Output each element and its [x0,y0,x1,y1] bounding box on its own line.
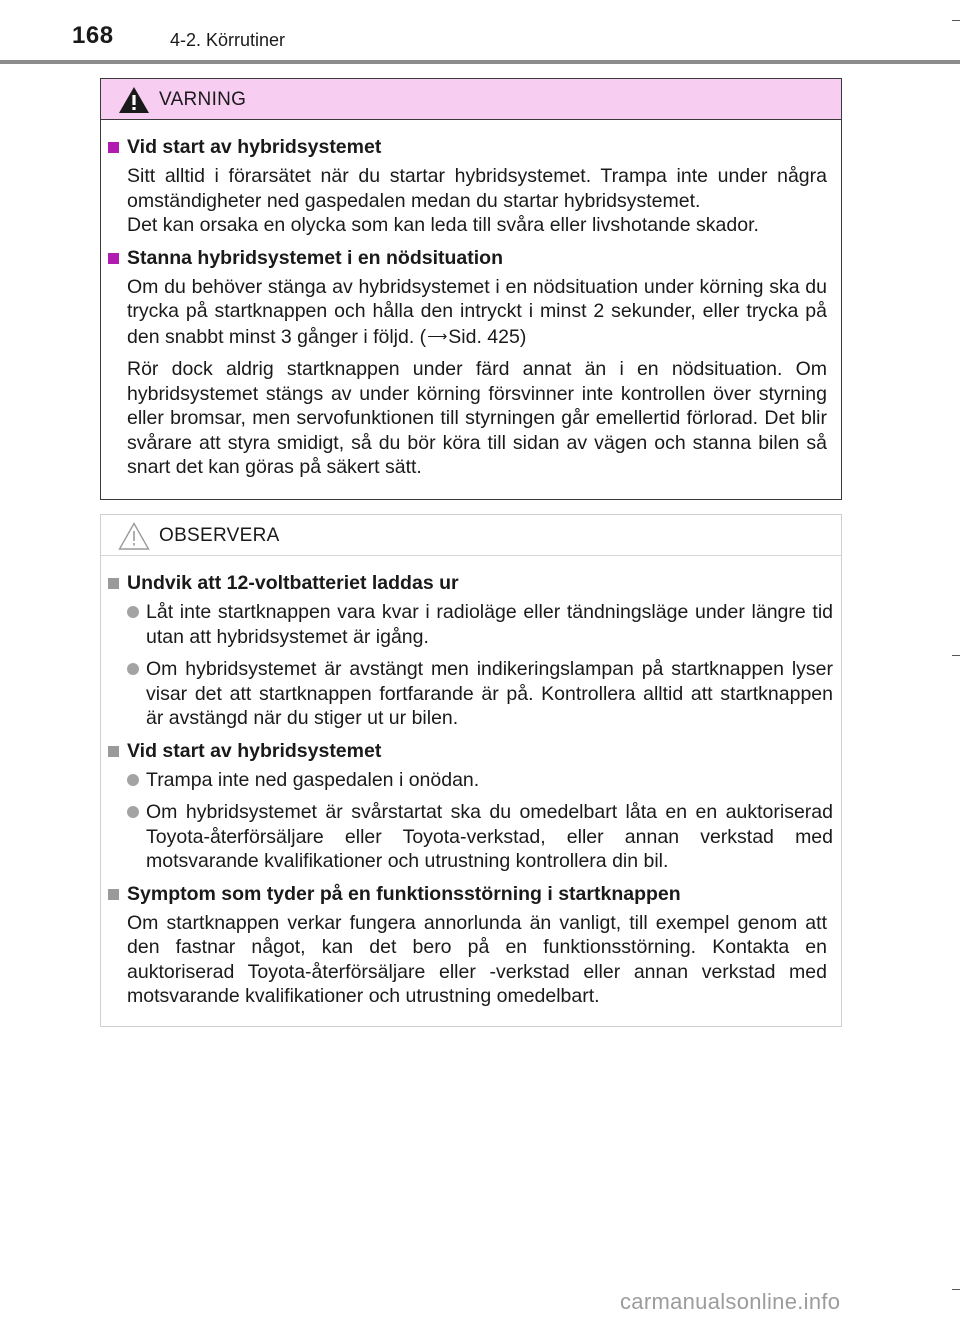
bullet-dot-icon [127,663,139,675]
warning-heading-text: Stanna hybridsystemet i en nödsituation [127,246,503,269]
warning-paragraph [127,275,827,350]
notice-triangle-icon [117,521,151,551]
notice-heading-symptom [108,882,833,906]
paragraph-text: Om du behöver stänga av hybridsystemet i en nödsituation under körning ska du trycka på startknappen och hålla den intryckt i minst 2 sekunder, eller trycka på den snabbt minst 3 gånger i följd. ( [127,275,827,348]
notice-heading-text: Vid start av hybridsystemet [127,739,382,762]
edge-mark [952,20,960,21]
warning-box-header [101,79,841,120]
arrow-right-icon: ⟶ [427,327,448,344]
section-square-icon [108,889,119,900]
watermark: carmanualsonline.info [620,1289,841,1314]
warning-heading-text: Vid start av hybridsystemet [127,136,382,158]
notice-heading-battery [108,571,833,595]
notice-title: OBSERVERA [159,525,280,546]
warning-title: VARNING [159,89,247,110]
section-square-icon [108,142,119,153]
list-item [127,600,833,649]
bullet-text: Låt inte startknappen vara kvar i radioläge eller tändningsläge under längre tid utan att hybridsystemet är igång. [146,601,833,648]
warning-heading-start [108,135,827,159]
warning-paragraph: Sitt alltid i förarsätet när du startar hybridsystemet. Trampa inte under några omständigheter ned gaspedalen medan du startar hybridsystemet. [127,165,827,212]
header-rule [0,60,960,64]
warning-paragraph: Det kan orsaka en olycka som kan leda till svåra eller livshotande skador. [127,214,759,236]
notice-heading-text: Symptom som tyder på en funktionsstörning i startknappen [127,882,681,905]
list-item [127,657,833,731]
warning-heading-emergency [108,246,827,270]
section-square-icon [108,253,119,264]
notice-heading-text: Undvik att 12-voltbatteriet laddas ur [127,572,459,594]
page-number: 168 [72,22,114,49]
notice-body [101,556,841,1009]
bullet-text: Trampa inte ned gaspedalen i onödan. [146,768,480,791]
warning-triangle-icon [117,85,151,115]
warning-body [101,120,841,480]
bullet-dot-icon [127,606,139,618]
section-square-icon [108,578,119,589]
section-title: 4-2. Körrutiner [170,30,286,50]
bullet-text: Om hybridsystemet är avstängt men indikeringslampan på startknappen lyser visar det att startknappen fortfarande är på. Kontrollera alltid att startknappen är avstängd när du stiger ut ur bilen. [146,658,833,729]
warning-paragraph: Rör dock aldrig startknappen under färd annat än i en nödsituation. Om hybridsystemet stängs av under körning försvinner inte kontrollen över styrning eller bromsar, men servofunktionen till styrningen går emellertid förlorad. Det blir svårare att styra smidigt, så du bör köra till sidan av vägen och stanna bilen så snart det kan göras på säkert sätt. [127,358,827,478]
notice-heading-start [108,739,833,763]
notice-box-header [101,515,841,556]
list-item [127,768,833,793]
edge-mark [952,655,960,656]
notice-paragraph: Om startknappen verkar fungera annorlunda än vanligt, till exempel genom att den fastnar något, kan det bero på en funktionsstörning. Kontakta en auktoriserad Toyota-återförsäljare eller -verkstad eller annan verkstad med motsvarande kvalifikationer och utrustning omedelbart. [127,911,827,1007]
notice-box [100,514,842,1027]
edge-mark [952,1289,960,1290]
bullet-text: Om hybridsystemet är svårstartat ska du omedelbart låta en en auktoriserad Toyota-återförsäljare eller Toyota-verkstad, eller annan verkstad med motsvarande kvalifikationer och utrustning kontrollera din bil. [146,801,833,872]
warning-box [100,78,842,500]
bullet-dot-icon [127,774,139,786]
list-item [127,800,833,874]
paragraph-text: ) [519,325,527,348]
section-square-icon [108,746,119,757]
bullet-dot-icon [127,806,139,818]
page-reference-link[interactable]: Sid. 425 [448,325,520,348]
